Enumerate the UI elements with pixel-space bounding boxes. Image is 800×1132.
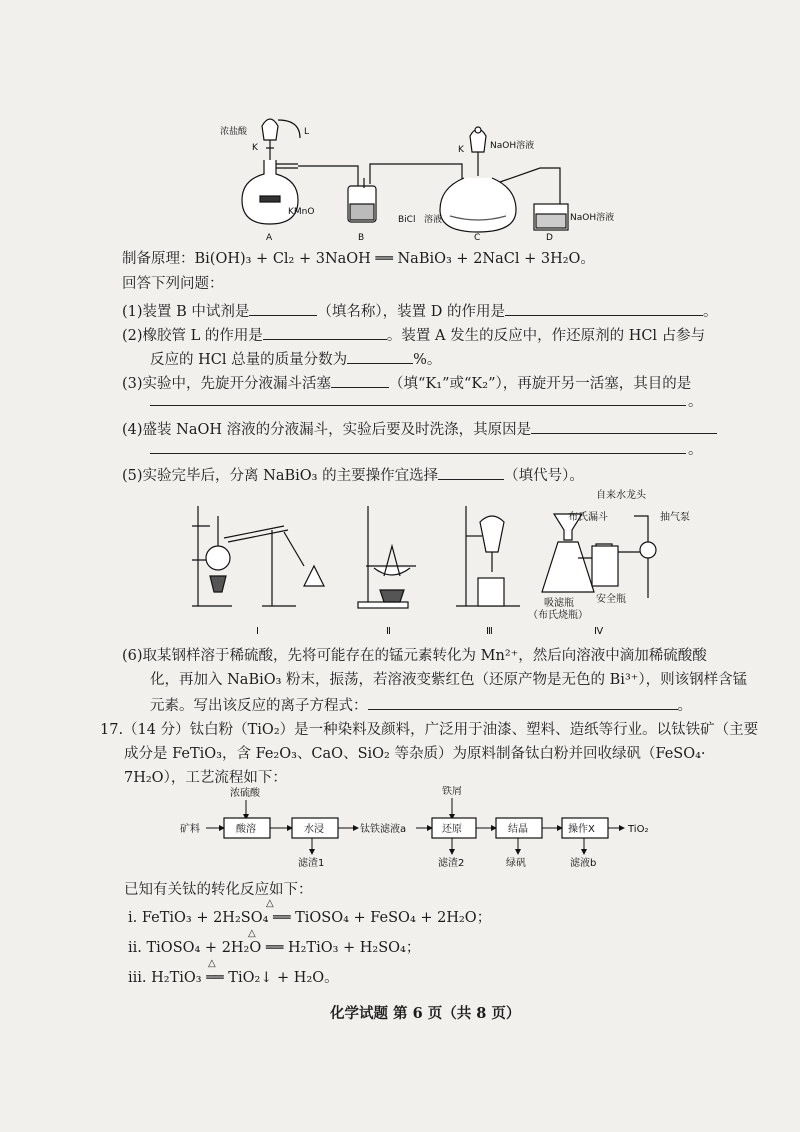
delta-sign-2: △ xyxy=(248,928,256,939)
q17-line3: 7H₂O），工艺流程如下： xyxy=(124,770,287,786)
q1-text-a: (1)装置 B 中试剂是 xyxy=(122,304,250,320)
q1-blank-reagent[interactable] xyxy=(249,300,317,316)
reaction-3: ⅲ. H₂TiO₃ ══ TiO₂↓ + H₂O。 xyxy=(128,970,339,986)
label-c: C xyxy=(474,233,481,243)
label-k1: K xyxy=(252,143,258,153)
flow-ore: 矿料 xyxy=(180,824,200,835)
q2-text-c: 反应的 HCl 总量的质量分数为 xyxy=(150,352,348,368)
question-4 xyxy=(122,418,717,440)
flow-crystallize: 结晶 xyxy=(508,824,528,835)
q5-text-b: （填代号）。 xyxy=(504,468,584,484)
q1-blank-purpose[interactable] xyxy=(505,300,703,316)
q6-line3 xyxy=(150,694,692,716)
q1-text-c: 。 xyxy=(703,304,718,320)
flow-residue-2: 滤渣2 xyxy=(438,858,465,869)
q6-line1: (6)取某钢样溶于稀硫酸，先将可能存在的锰元素转化为 Mn²⁺，然后向溶液中滴加稀硫酸酸 xyxy=(122,648,707,664)
principle-line: 制备原理：Bi(OH)₃ + Cl₂ + 3NaOH ══ NaBiO₃ + 2NaCl + 3H₂O。 xyxy=(122,251,595,267)
q6-blank-equation[interactable] xyxy=(368,694,678,710)
delta-sign-1: △ xyxy=(266,898,274,909)
q2-blank-rubber-tube[interactable] xyxy=(263,324,387,340)
label-safety-bottle: 安全瓶 xyxy=(596,594,626,605)
question-1 xyxy=(122,300,718,322)
q17-line1: 17.（14 分）钛白粉（TiO₂）是一种染料及颜料，广泛用于油漆、塑料、造纸等行业。以钛铁矿（主要 xyxy=(100,722,759,738)
q4-answer-line[interactable] xyxy=(150,442,686,454)
q6-period: 。 xyxy=(677,698,692,714)
q17-line2: 成分是 FeTiO₃，含 Fe₂O₃、CaO、SiO₂ 等杂质）为原料制备钛白粉并回收绿矾（FeSO₄· xyxy=(124,746,706,762)
q2-text-d: %。 xyxy=(413,352,442,368)
q2-text-a: (2)橡胶管 L 的作用是 xyxy=(122,328,263,344)
answer-intro: 回答下列问题： xyxy=(122,276,224,292)
q2-blank-fraction[interactable] xyxy=(347,348,413,364)
label-suction-flask: 吸滤瓶 xyxy=(544,598,574,609)
delta-sign-3: △ xyxy=(208,958,216,969)
q4-blank-reason[interactable] xyxy=(531,418,717,434)
label-pump: 抽气泵 xyxy=(660,512,690,523)
flow-green-vitriol: 绿矾 xyxy=(506,858,526,869)
label-kmno4: KMnO xyxy=(288,207,315,217)
label-l: L xyxy=(304,127,310,137)
q5-text-a: (5)实验完毕后，分离 NaBiO₃ 的主要操作宜选择 xyxy=(122,468,439,484)
label-bicl3-solution: 溶液 xyxy=(424,215,443,225)
q2-text-b: 。装置 A 发生的反应中，作还原剂的 HCl 占参与 xyxy=(386,328,706,344)
q6-line2: 化，再加入 NaBiO₃ 粉末，振荡，若溶液变紫红色（还原产物是无色的 Bi³⁺），则该钢样含锰 xyxy=(150,672,748,688)
flow-reduce: 还原 xyxy=(442,824,462,835)
q3-text-a: (3)实验中，先旋开分液漏斗活塞 xyxy=(122,376,332,392)
flow-residue-1: 滤渣1 xyxy=(298,858,325,869)
page-footer: 化学试题 第 6 页（共 8 页） xyxy=(330,1005,521,1022)
reaction-1: ⅰ. FeTiO₃ + 2H₂SO₄ ══ TiOSO₄ + FeSO₄ + 2H₂O； xyxy=(128,910,492,926)
process-flowchart xyxy=(180,786,700,872)
flow-acid-dissolve: 酸溶 xyxy=(236,824,256,835)
flow-conc-sulfuric: 浓硫酸 xyxy=(230,788,260,799)
label-bicl3: BiCl xyxy=(398,215,416,225)
question-3 xyxy=(122,372,691,394)
flow-water-leach: 水浸 xyxy=(304,824,324,835)
label-tap: 自来水龙头 xyxy=(596,490,646,501)
reaction-2: ⅱ. TiOSO₄ + 2H₂O ══ H₂TiO₃ + H₂SO₄； xyxy=(128,940,421,956)
question-2-line2 xyxy=(150,348,441,370)
flow-iron-scrap: 铁屑 xyxy=(442,786,462,797)
numeral-2: Ⅱ xyxy=(386,626,391,636)
q3-blank-valve[interactable] xyxy=(331,372,389,388)
label-buchner: 布氏漏斗 xyxy=(568,512,608,523)
label-d: D xyxy=(546,233,553,243)
q4-text-a: (4)盛装 NaOH 溶液的分液漏斗，实验后要及时洗涤，其原因是 xyxy=(122,422,532,438)
numeral-3: Ⅲ xyxy=(486,626,493,636)
numeral-4: Ⅳ xyxy=(594,626,604,636)
q1-text-b: （填名称），装置 D 的作用是 xyxy=(317,304,506,320)
numeral-1: Ⅰ xyxy=(256,626,259,636)
apparatus-diagram-options xyxy=(180,486,700,636)
label-k2: K xyxy=(458,145,464,155)
flow-product-tio2: TiO₂ xyxy=(628,824,649,835)
q6-text: 元素。写出该反应的离子方程式： xyxy=(150,698,368,714)
label-naoh-d: NaOH溶液 xyxy=(570,213,615,223)
question-2 xyxy=(122,324,705,346)
known-reactions-intro: 已知有关钛的转化反应如下： xyxy=(124,882,313,898)
apparatus-diagram-abcd xyxy=(200,108,620,246)
label-conc-hcl: 浓盐酸 xyxy=(220,127,248,137)
flow-filtrate-b: 滤液b xyxy=(570,858,597,869)
flow-operation-x: 操作X xyxy=(568,824,595,835)
q3-period: 。 xyxy=(688,394,703,410)
question-5 xyxy=(122,464,584,486)
label-b: B xyxy=(358,233,365,243)
label-a: A xyxy=(266,233,273,243)
label-suction-flask-alt: （布氏烧瓶） xyxy=(528,610,588,621)
q4-period: 。 xyxy=(688,442,703,458)
q3-answer-line[interactable] xyxy=(150,394,686,406)
label-naoh-top: NaOH溶液 xyxy=(490,141,535,151)
q3-text-b: （填“K₁”或“K₂”），再旋开另一活塞，其目的是 xyxy=(389,376,692,392)
flow-filtrate-a: 钛铁滤液a xyxy=(360,824,407,835)
q5-blank-choice[interactable] xyxy=(438,464,504,480)
